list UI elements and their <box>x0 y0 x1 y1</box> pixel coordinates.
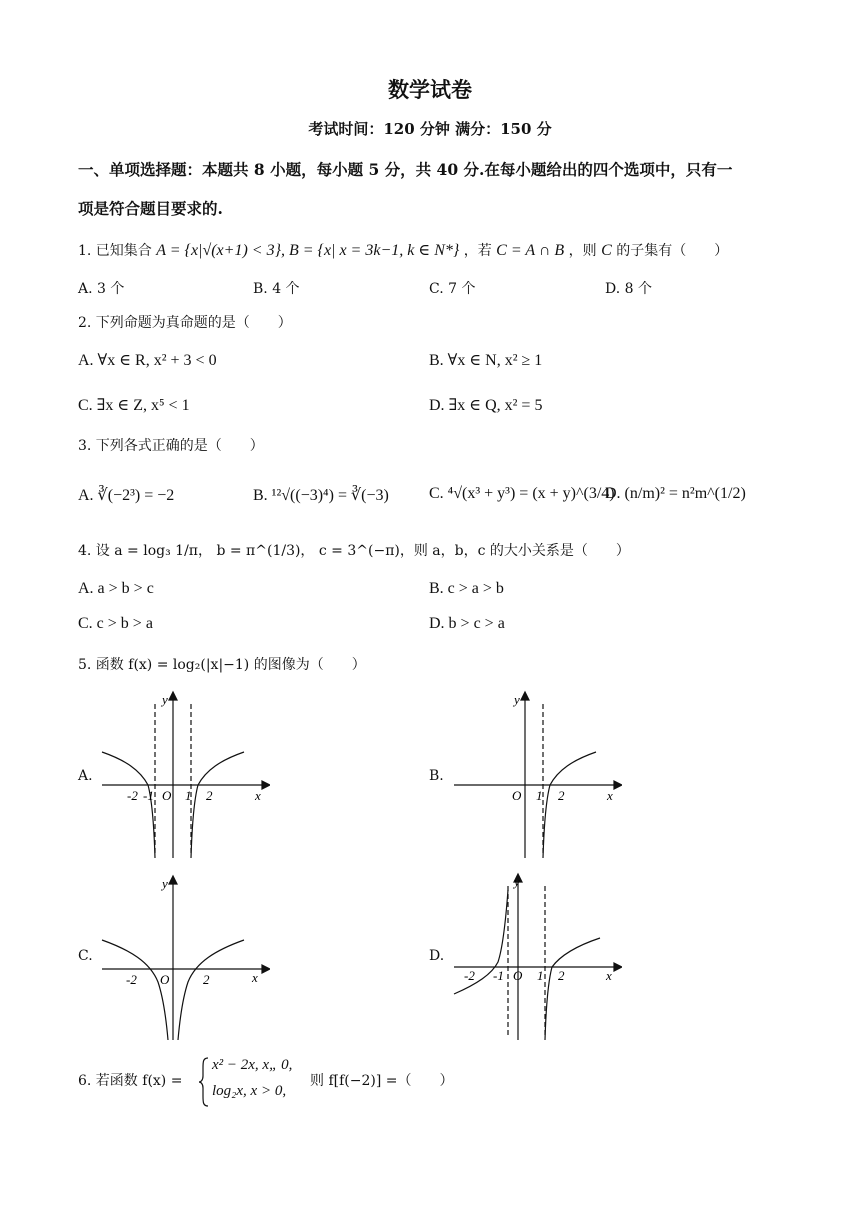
graph-a-tick-neg1: -1 <box>143 788 154 803</box>
graph-label-a[interactable]: A. <box>78 768 93 784</box>
q3-option-b[interactable]: B. ¹²√((−3)⁴) = ∛(−3) <box>253 487 389 504</box>
q2-option-c[interactable]: C. ∃x ∈ Z, x⁵ < 1 <box>78 397 190 414</box>
graph-a-tick-1: 1 <box>185 788 192 803</box>
q4-option-d[interactable]: D. b > c > a <box>429 615 505 632</box>
q3-option-c[interactable]: C. ⁴√(x³ + y³) = (x + y)^(3/4) <box>429 485 615 502</box>
graph-c-y-label: y <box>162 876 168 891</box>
graph-c-tick-neg2: -2 <box>126 972 137 987</box>
graph-d-origin: O <box>513 968 523 983</box>
graph-d-tick-2: 2 <box>558 968 565 983</box>
question-1 <box>78 240 728 260</box>
graph-label-b[interactable]: B. <box>429 768 444 784</box>
question-6-prefix: 6. 若函数 f(x) = <box>78 1073 183 1089</box>
graph-b-tick-1: 1 <box>536 788 543 803</box>
q4-option-c[interactable]: C. c > b > a <box>78 615 153 632</box>
question-5: 5. 函数 f(x) = log₂(|x|−1) 的图像为（ ） <box>78 657 366 673</box>
graph-a-y-label: y <box>162 692 168 707</box>
graph-b-origin: O <box>512 788 522 803</box>
graph-d-tick-1: 1 <box>537 968 544 983</box>
graph-b-tick-2: 2 <box>558 788 565 803</box>
q1-suffix: 的子集有（ ） <box>616 243 729 259</box>
q2-option-d[interactable]: D. ∃x ∈ Q, x² = 5 <box>429 397 543 414</box>
graph-b-x-label: x <box>607 788 613 803</box>
page-title: 数学试卷 <box>388 77 472 102</box>
graph-label-c[interactable]: C. <box>78 948 93 964</box>
q4-option-a[interactable]: A. a > b > c <box>78 580 154 597</box>
q2-option-a[interactable]: A. ∀x ∈ R, x² + 3 < 0 <box>78 352 217 369</box>
q1-option-c[interactable]: C. 7 个 <box>429 281 476 297</box>
graph-d-y-label: y <box>514 874 520 889</box>
q2-option-b[interactable]: B. ∀x ∈ N, x² ≥ 1 <box>429 352 543 369</box>
graph-d-x-label: x <box>606 968 612 983</box>
graph-label-d[interactable]: D. <box>429 948 445 964</box>
graph-a[interactable] <box>100 690 270 860</box>
q1-prefix: 1. 已知集合 <box>78 243 152 259</box>
question-2: 2. 下列命题为真命题的是（ ） <box>78 315 292 331</box>
graph-a-tick-neg2: -2 <box>127 788 138 803</box>
q4-stem-b: b = π^(1/3)， <box>216 543 315 559</box>
graph-c-x-label: x <box>252 970 258 985</box>
graph-b[interactable] <box>452 690 622 860</box>
graph-c-origin: O <box>160 972 170 987</box>
question-4 <box>78 540 630 560</box>
question-3: 3. 下列各式正确的是（ ） <box>78 438 264 454</box>
q1-option-a[interactable]: A. 3 个 <box>78 281 125 297</box>
q1-sets: A = {x|√(x+1) < 3}, B = {x| x = 3k−1, k ∈ N*} <box>156 242 460 259</box>
q1-var: C <box>601 242 612 259</box>
graph-d-tick-neg1: -1 <box>493 968 504 983</box>
q1-cond: C = A ∩ B <box>496 242 565 259</box>
q1-option-b[interactable]: B. 4 个 <box>253 281 300 297</box>
graph-c-tick-2: 2 <box>203 972 210 987</box>
q4-stem-c: c = 3^(−π)，则 a，b，c 的大小关系是（ ） <box>318 543 630 559</box>
q1-option-d[interactable]: D. 8 个 <box>605 281 652 297</box>
q4-stem-a: 4. 设 a = log₃ 1/π， <box>78 543 212 559</box>
q1-mid: ，若 <box>463 243 492 259</box>
section-heading-line1: 一、单项选择题：本题共 8 小题，每小题 5 分，共 40 分.在每小题给出的四个选项中，只有一 <box>78 160 733 179</box>
piecewise-brace <box>198 1056 210 1108</box>
q1-mid2: ，则 <box>568 243 597 259</box>
graph-b-y-label: y <box>514 692 520 707</box>
section-heading-line2: 项是符合题目要求的. <box>78 199 223 218</box>
question-6-suffix: 则 f[f(−2)] =（ ） <box>310 1073 454 1089</box>
q6-case-2: log₂x, x > 0, <box>212 1083 287 1099</box>
graph-d-tick-neg2: -2 <box>464 968 475 983</box>
q3-option-a[interactable]: A. ∛(−2³) = −2 <box>78 487 175 504</box>
graph-a-origin: O <box>162 788 172 803</box>
exam-info: 考试时间：120 分钟 满分：150 分 <box>308 120 552 138</box>
graph-a-x-label: x <box>255 788 261 803</box>
graph-a-tick-2: 2 <box>206 788 213 803</box>
q4-option-b[interactable]: B. c > a > b <box>429 580 504 597</box>
q6-case-1: x² − 2x, x„ 0, <box>212 1057 293 1073</box>
q3-option-d[interactable]: D. (n/m)² = n²m^(1/2) <box>605 485 746 502</box>
graph-c[interactable] <box>100 872 270 1042</box>
graph-d[interactable] <box>452 872 622 1042</box>
